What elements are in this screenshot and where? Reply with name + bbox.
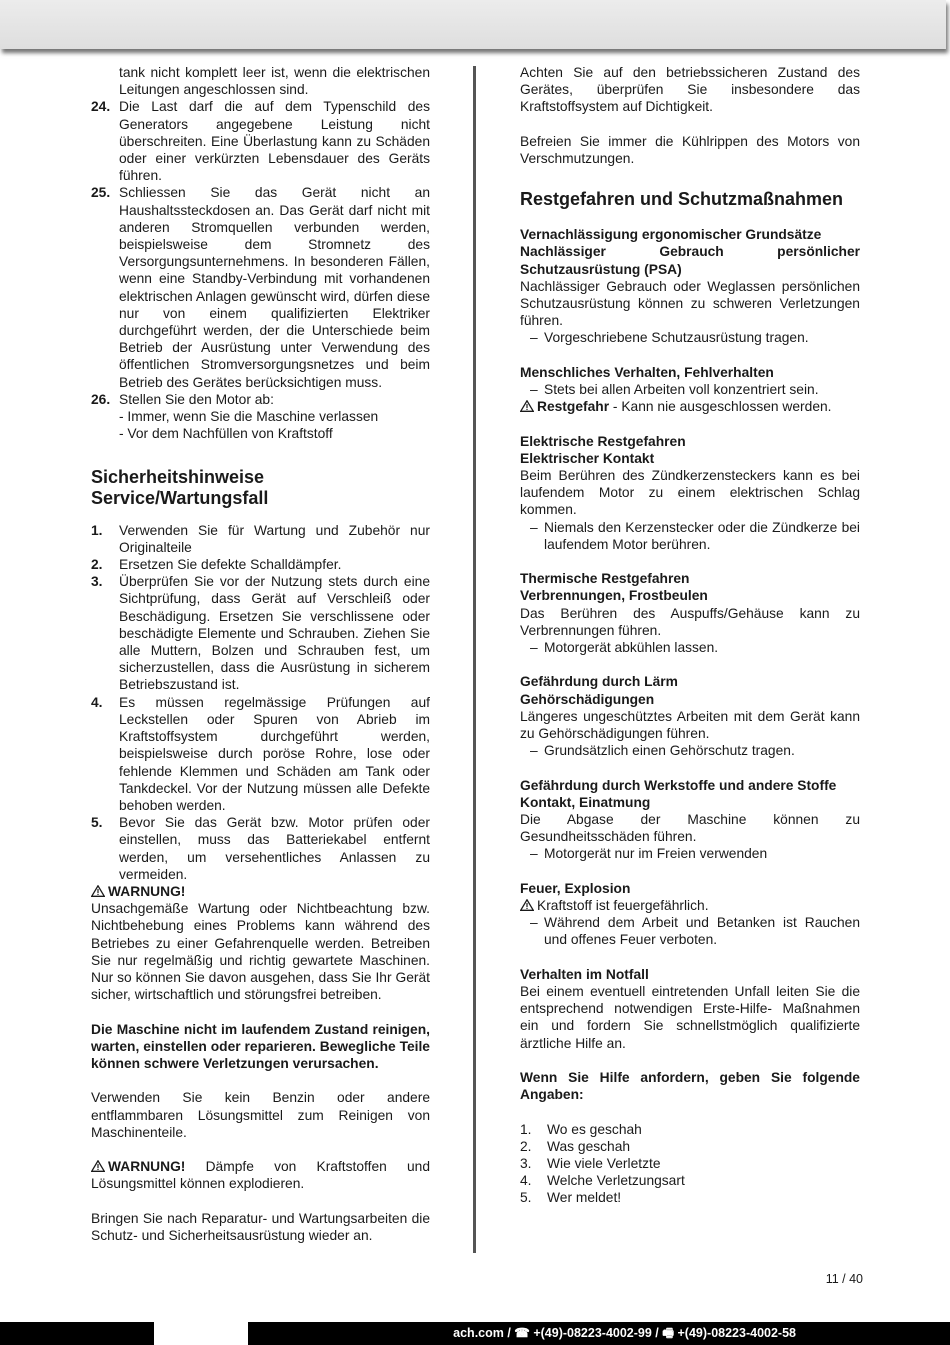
paragraph: Die Abgase der Maschine können zu Gesundheitsschäden führen. [520,812,860,845]
right-column [520,64,860,1207]
item-text: Verwenden Sie für Wartung und Zubehör nur Originalteile [119,522,430,555]
dash-item: – Grundsätzlich einen Gehörschutz tragen. [530,743,795,759]
subheading: Vernachlässigung ergonomischer Grundsätze [520,227,822,243]
dash-item: – Stets bei allen Arbeiten voll konzentriert sein. [530,382,819,398]
subheading: Gefährdung durch Werkstoffe und andere Stoffe [520,777,837,793]
fire-warning-text: Kraftstoff ist feuergefährlich. [537,898,709,914]
paragraph: Befreien Sie immer die Kühlrippen des Motors von Verschmutzungen. [520,133,860,166]
warning-text: Dämpfe von Kraftstoffen und Lösungsmittel können explodieren. [91,1159,430,1192]
paragraph-last: Bringen Sie nach Reparatur- und Wartungsarbeiten die Schutz- und Sicherheitsausrüstung wieder an. [91,1210,430,1243]
subheading: Nachlässiger Gebrauch persönlicher Schutzausrüstung (PSA) [520,244,860,277]
spacer [91,1003,430,1020]
warning-triangle-icon [520,899,534,911]
warning-text-label: WARNUNG! [108,1159,186,1175]
spacer [520,167,860,189]
sub-item: - Vor dem Nachfüllen von Kraftstoff [119,426,333,442]
spacer [520,347,860,364]
dash-item: – Vorgeschriebene Schutzausrüstung tragen. [530,330,809,346]
item-text: Schliessen Sie das Gerät nicht an Haushaltssteckdosen an. Das Gerät darf nicht mit anderen Stromquellen verbunden werden, beispielsweise dem Stromnetz des Versorgungsunternehmens. In besonderen Fällen, wenn eine Standby-Verbindung mit vorhandenen elektrischen Anlagen gewünscht wird, dürfen diese nur von einem qualifizierten Elektriker durchgeführt werden, der die Unterschiede beim Betrieb der Ausrüstung unter Verwendung des öffentlichen Stromversorgungsnetzes und beim Betrieb des Gerätes berücksichtigen muss. [119,185,430,390]
item-number: 5. [91,815,103,831]
subheading: Verhalten im Notfall [520,966,649,982]
dash-item: – Motorgerät abkühlen lassen. [530,640,719,656]
subheading: Wenn Sie Hilfe anfordern, geben Sie folgende Angaben: [520,1070,860,1103]
list-item: 5. Wer meldet! [520,1190,622,1206]
subheading: Elektrischer Kontakt [520,450,655,466]
item-text: Überprüfen Sie vor der Nutzung stets durch eine Sichtprüfung, dass Gerät auf Verschleiß oder Beschädigung. Ersetzen Sie verschlissene oder beschädigte Elemente und Schrauben. Ziehen Sie alle Muttern, Bolzen und Schrauben fest, um sicherzustellen, dass die Ausrüstung in sicherem Betriebszustand ist. [119,574,430,693]
item-text: Stellen Sie den Motor ab: [119,391,274,407]
spacer [520,1052,860,1069]
spacer [520,863,860,880]
residual-risk-line [520,398,860,415]
item-number: 4. [91,694,103,710]
warning-triangle-icon [91,885,105,897]
spacer [520,210,860,226]
bold-paragraph: Die Maschine nicht im laufendem Zustand reinigen, warten, einstellen oder reparieren. Bewegliche Teile können schwere Verletzungen verursachen. [91,1021,430,1071]
spacer [520,116,860,133]
item-text: Bevor Sie das Gerät bzw. Motor prüfen oder einstellen, muss das Batteriekabel entfernt werden, um versehentliches Anlassen zu vermeiden. [119,815,430,882]
list-item: 4. Welche Verletzungsart [520,1173,685,1189]
item-text: Ersetzen Sie defekte Schalldämpfer. [119,557,342,573]
subheading: Kontakt, Einatmung [520,794,651,810]
spacer [520,1103,860,1120]
paragraph: Beim Berühren des Zündkerzensteckers kann es bei laufendem Motor zu einem elektrischen Schlag kommen. [520,468,860,518]
paragraph: Längeres ungeschütztes Arbeiten mit dem Gerät kann zu Gehörschädigungen führen. [520,708,860,742]
subheading: Gehörschädigungen [520,691,655,707]
list-item [91,98,430,184]
fire-warning-line [520,897,860,914]
warning-label [91,883,430,900]
spacer [91,1193,430,1210]
paragraph: Nachlässiger Gebrauch oder Weglassen persönlichen Schutzausrüstung können zu schweren Verletzungen führen. [520,278,860,329]
paragraph: Bei einem eventuell eintretenden Unfall leiten Sie die entsprechend notwendigen Erste-Hilfe- Maßnahmen ein und fordern Sie schnellstmöglich qualifizierte ärztliche Hilfe an. [520,984,860,1051]
list-item [91,522,430,556]
dash-item: – Während dem Arbeit und Betanken ist Rauchen und offenes Feuer verboten. [530,915,860,948]
spacer [520,415,860,432]
item-number: 2. [91,557,103,573]
spacer [91,442,430,459]
spacer [520,656,860,673]
spacer [91,1141,430,1158]
list-item [91,556,430,573]
dash-item: – Niemals den Kerzenstecker oder die Zündkerze bei laufendem Motor berühren. [530,519,860,552]
list-item [91,694,430,814]
list-item: 3. Wie viele Verletzte [520,1156,661,1172]
left-column [91,64,430,1244]
list-item: 1. Wo es geschah [520,1121,642,1137]
spacer [520,553,860,570]
list-item [91,391,430,408]
subheading: Gefährdung durch Lärm [520,674,678,690]
spacer [91,1072,430,1089]
residual-risk-text: - Kann nie ausgeschlossen werden. [609,399,832,415]
sub-item: - Immer, wenn Sie die Maschine verlassen [119,409,379,425]
spacer [520,949,860,966]
paragraph-benzin: Verwenden Sie kein Benzin oder andere entflammbaren Lösungsmittel zum Reinigen von Maschinenteile. [91,1090,430,1140]
list-item: 2. Was geschah [520,1138,631,1154]
list-item [91,184,430,390]
item-number: 1. [91,522,103,538]
warning-triangle-icon [520,400,534,412]
warning-paragraph-2 [91,1158,430,1192]
item-text: Die Last darf die auf dem Typenschild des Generators angegebene Leistung nicht überschreiten. Eine Überlastung kann zu Schäden oder einer verkürzten Lebensdauer des Geräts führen. [119,99,430,184]
dash-item: – Motorgerät nur im Freien verwenden [530,846,768,862]
warning-triangle-icon [91,1160,105,1172]
page-number: 11 / 40 [825,1272,863,1286]
subheading: Thermische Restgefahren [520,571,690,587]
footer-contact: ach.com / ☎ +(49)-08223-4002-99 / 🖷 +(49)-08223-4002-58 [453,1326,796,1340]
residual-risk-label: Restgefahr [537,399,610,415]
item-number: 3. [91,574,103,590]
item-number: 26. [91,391,111,407]
list-item [91,573,430,693]
subheading: Verbrennungen, Frostbeulen [520,588,708,604]
continued-text: tank nicht komplett leer ist, wenn die elektrischen Leitungen angeschlossen sind. [119,65,430,98]
warning-paragraph: Unsachgemäße Wartung oder Nichtbeachtung bzw. Nichtbehebung eines Problems kann während des Betriebes zu einer Gefahrenquelle werden. Betreiben Sie nur regelmäßig und richtig gewartete Maschinen. Nur so können Sie davon ausgehen, dass Sie Ihr Gerät sicher, wirtschaftlich und störungsfrei betreiben. [91,901,430,1003]
paragraph: Das Berühren des Auspuffs/Gehäuse kann zu Verbrennungen führen. [520,605,860,638]
paragraph: Achten Sie auf den betriebssicheren Zustand des Gerätes, überprüfen Sie insbesondere das Kraftstoffsystem auf Dichtigkeit. [520,65,860,115]
item-number: 24. [91,99,111,115]
column-divider [473,66,476,1253]
subheading: Menschliches Verhalten, Fehlverhalten [520,364,774,380]
spacer [520,759,860,776]
warning-text-label: WARNUNG! [108,883,186,899]
subheading: Feuer, Explosion [520,880,631,896]
spacer [91,509,430,522]
item-text: Es müssen regelmässige Prüfungen auf Leckstellen oder Spuren von Abrieb im Kraftstoffsystem durchgeführt werden, beispielsweise durch poröse Rohre, lose oder fehlende Klemmen und Schäden am Tank oder Tankdeckel. Vor der Nutzung müssen alle Defekte behoben werden. [119,694,430,813]
footer-white-block [154,1322,248,1345]
service-heading: Sicherheitshinweise Service/Wartungsfall [91,466,269,508]
section-heading: Restgefahren und Schutzmaßnahmen [520,189,844,210]
list-item [91,814,430,883]
header-bar [0,0,946,49]
item-number: 25. [91,185,111,201]
subheading: Elektrische Restgefahren [520,433,686,449]
